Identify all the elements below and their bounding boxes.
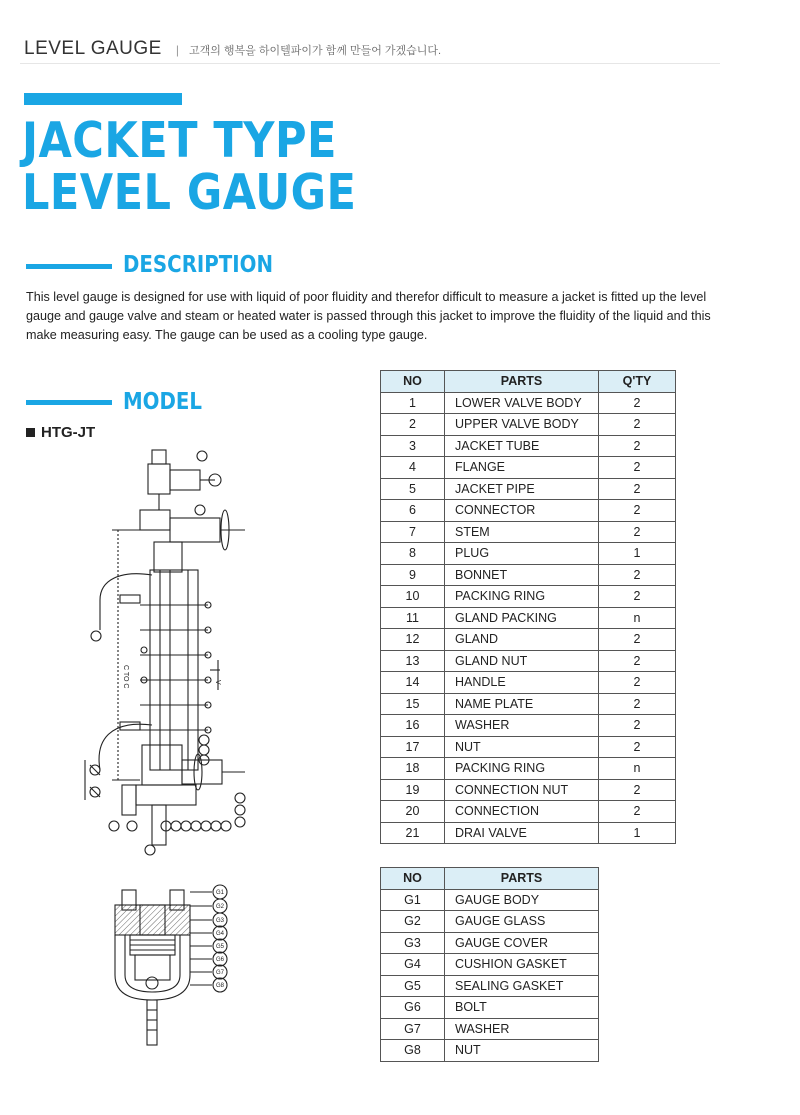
part-name-cell: CONNECTION NUT bbox=[445, 779, 599, 801]
gauge-header-parts: PARTS bbox=[445, 868, 599, 890]
part-quantity-cell: n bbox=[599, 758, 676, 780]
gauge-part-number-cell: G8 bbox=[381, 1040, 445, 1062]
table-row bbox=[381, 1018, 599, 1040]
header-divider bbox=[20, 63, 720, 64]
part-quantity-cell: 2 bbox=[599, 715, 676, 737]
part-quantity-cell: 2 bbox=[599, 564, 676, 586]
part-quantity-cell: 2 bbox=[599, 414, 676, 436]
gauge-part-name-cell: GAUGE GLASS bbox=[445, 911, 599, 933]
part-number-cell: 19 bbox=[381, 779, 445, 801]
part-number-cell: 13 bbox=[381, 650, 445, 672]
part-number-cell: 7 bbox=[381, 521, 445, 543]
part-name-cell: PLUG bbox=[445, 543, 599, 565]
g3-label: G3 bbox=[215, 918, 225, 924]
gauge-part-number-cell: G2 bbox=[381, 911, 445, 933]
g7-label: G7 bbox=[215, 970, 225, 976]
table-row bbox=[381, 715, 676, 737]
table-row bbox=[381, 586, 676, 608]
gauge-part-number-cell: G1 bbox=[381, 889, 445, 911]
gauge-table-header-row bbox=[381, 868, 599, 890]
table-row bbox=[381, 607, 676, 629]
part-name-cell: NAME PLATE bbox=[445, 693, 599, 715]
ctoc-label: C TO C bbox=[122, 665, 129, 689]
part-name-cell: JACKET TUBE bbox=[445, 435, 599, 457]
gauge-part-name-cell: BOLT bbox=[445, 997, 599, 1019]
gauge-technical-drawing bbox=[80, 440, 270, 860]
part-quantity-cell: 2 bbox=[599, 457, 676, 479]
part-quantity-cell: 2 bbox=[599, 629, 676, 651]
gauge-part-name-cell: CUSHION GASKET bbox=[445, 954, 599, 976]
description-accent-line bbox=[26, 264, 112, 269]
g5-label: G5 bbox=[215, 944, 225, 950]
part-number-cell: 3 bbox=[381, 435, 445, 457]
table-row bbox=[381, 779, 676, 801]
table-row bbox=[381, 457, 676, 479]
part-quantity-cell: n bbox=[599, 607, 676, 629]
part-quantity-cell: 2 bbox=[599, 586, 676, 608]
gauge-header-no: NO bbox=[381, 868, 445, 890]
page-title-line-2: LEVEL GAUGE bbox=[22, 164, 357, 221]
table-row bbox=[381, 629, 676, 651]
part-name-cell: GLAND NUT bbox=[445, 650, 599, 672]
part-number-cell: 16 bbox=[381, 715, 445, 737]
part-quantity-cell: 2 bbox=[599, 736, 676, 758]
part-name-cell: PACKING RING bbox=[445, 586, 599, 608]
gauge-part-number-cell: G6 bbox=[381, 997, 445, 1019]
part-quantity-cell: 2 bbox=[599, 801, 676, 823]
page-header bbox=[24, 38, 441, 60]
gauge-part-number-cell: G5 bbox=[381, 975, 445, 997]
table-row bbox=[381, 889, 599, 911]
part-number-cell: 17 bbox=[381, 736, 445, 758]
table-row bbox=[381, 392, 676, 414]
part-name-cell: CONNECTION bbox=[445, 801, 599, 823]
table-row bbox=[381, 435, 676, 457]
table-row bbox=[381, 500, 676, 522]
part-number-cell: 9 bbox=[381, 564, 445, 586]
part-quantity-cell: 2 bbox=[599, 500, 676, 522]
part-quantity-cell: 2 bbox=[599, 693, 676, 715]
table-row bbox=[381, 758, 676, 780]
gauge-cross-section-drawing bbox=[100, 880, 240, 1055]
model-name bbox=[26, 424, 95, 441]
table-row bbox=[381, 543, 676, 565]
g4-label: G4 bbox=[215, 931, 225, 937]
part-name-cell: WASHER bbox=[445, 715, 599, 737]
model-accent-line bbox=[26, 400, 112, 405]
header-subtitle: 고객의 행복을 하이텔파이가 함께 만들어 가겠습니다. bbox=[188, 45, 442, 57]
parts-table-header-row bbox=[381, 371, 676, 393]
part-name-cell: HANDLE bbox=[445, 672, 599, 694]
part-name-cell: GLAND PACKING bbox=[445, 607, 599, 629]
model-name-label: HTG-JT bbox=[41, 424, 96, 441]
part-name-cell: UPPER VALVE BODY bbox=[445, 414, 599, 436]
part-quantity-cell: 2 bbox=[599, 478, 676, 500]
part-number-cell: 14 bbox=[381, 672, 445, 694]
page-title-line-1: JACKET TYPE bbox=[22, 112, 337, 169]
part-quantity-cell: 2 bbox=[599, 435, 676, 457]
part-name-cell: LOWER VALVE BODY bbox=[445, 392, 599, 414]
gauge-part-name-cell: WASHER bbox=[445, 1018, 599, 1040]
part-number-cell: 6 bbox=[381, 500, 445, 522]
part-number-cell: 18 bbox=[381, 758, 445, 780]
part-number-cell: 4 bbox=[381, 457, 445, 479]
part-name-cell: DRAI VALVE bbox=[445, 822, 599, 844]
g6-label: G6 bbox=[215, 957, 225, 963]
table-row bbox=[381, 822, 676, 844]
gauge-part-number-cell: G7 bbox=[381, 1018, 445, 1040]
g8-label: G8 bbox=[215, 983, 225, 989]
table-row bbox=[381, 932, 599, 954]
parts-header-parts: PARTS bbox=[445, 371, 599, 393]
g2-label: G2 bbox=[215, 904, 225, 910]
table-row bbox=[381, 975, 599, 997]
gauge-part-name-cell: SEALING GASKET bbox=[445, 975, 599, 997]
page-title bbox=[22, 112, 357, 221]
part-name-cell: JACKET PIPE bbox=[445, 478, 599, 500]
header-title: LEVEL GAUGE bbox=[24, 38, 162, 59]
part-name-cell: NUT bbox=[445, 736, 599, 758]
part-quantity-cell: 1 bbox=[599, 543, 676, 565]
part-number-cell: 11 bbox=[381, 607, 445, 629]
header-separator: | bbox=[175, 43, 179, 57]
g1-label: G1 bbox=[215, 890, 225, 896]
parts-table bbox=[380, 370, 676, 844]
part-quantity-cell: 2 bbox=[599, 521, 676, 543]
part-name-cell: GLAND bbox=[445, 629, 599, 651]
gauge-part-name-cell: GAUGE COVER bbox=[445, 932, 599, 954]
gauge-part-name-cell: GAUGE BODY bbox=[445, 889, 599, 911]
gauge-part-name-cell: NUT bbox=[445, 1040, 599, 1062]
part-quantity-cell: 2 bbox=[599, 392, 676, 414]
table-row bbox=[381, 954, 599, 976]
v-label: V bbox=[214, 680, 221, 685]
part-name-cell: PACKING RING bbox=[445, 758, 599, 780]
square-bullet-icon bbox=[26, 428, 35, 437]
table-row bbox=[381, 650, 676, 672]
title-accent-bar bbox=[24, 93, 182, 105]
part-quantity-cell: 2 bbox=[599, 672, 676, 694]
description-heading: DESCRIPTION bbox=[123, 252, 274, 278]
table-row bbox=[381, 801, 676, 823]
parts-header-qty: Q'TY bbox=[599, 371, 676, 393]
part-number-cell: 21 bbox=[381, 822, 445, 844]
part-number-cell: 10 bbox=[381, 586, 445, 608]
part-quantity-cell: 2 bbox=[599, 779, 676, 801]
part-name-cell: BONNET bbox=[445, 564, 599, 586]
parts-header-no: NO bbox=[381, 371, 445, 393]
description-text: This level gauge is designed for use with liquid of poor fluidity and therefor difficult to measure a jacket is fitted up the level gauge and gauge valve and steam or heated water is passed through this jacket to improve the fluidity of the liquid and this make measuring easy. The gauge can be used as a cooling type gauge. bbox=[26, 290, 711, 342]
table-row bbox=[381, 997, 599, 1019]
part-number-cell: 2 bbox=[381, 414, 445, 436]
table-row bbox=[381, 414, 676, 436]
part-name-cell: STEM bbox=[445, 521, 599, 543]
part-number-cell: 1 bbox=[381, 392, 445, 414]
table-row bbox=[381, 911, 599, 933]
gauge-part-number-cell: G4 bbox=[381, 954, 445, 976]
model-heading: MODEL bbox=[123, 389, 203, 415]
table-row bbox=[381, 1040, 599, 1062]
part-name-cell: CONNECTOR bbox=[445, 500, 599, 522]
table-row bbox=[381, 521, 676, 543]
part-number-cell: 20 bbox=[381, 801, 445, 823]
table-row bbox=[381, 564, 676, 586]
table-row bbox=[381, 672, 676, 694]
gauge-part-number-cell: G3 bbox=[381, 932, 445, 954]
table-row bbox=[381, 478, 676, 500]
part-number-cell: 5 bbox=[381, 478, 445, 500]
part-number-cell: 12 bbox=[381, 629, 445, 651]
part-quantity-cell: 1 bbox=[599, 822, 676, 844]
part-name-cell: FLANGE bbox=[445, 457, 599, 479]
gauge-parts-table bbox=[380, 867, 599, 1062]
table-row bbox=[381, 736, 676, 758]
part-quantity-cell: 2 bbox=[599, 650, 676, 672]
table-row bbox=[381, 693, 676, 715]
part-number-cell: 8 bbox=[381, 543, 445, 565]
part-number-cell: 15 bbox=[381, 693, 445, 715]
